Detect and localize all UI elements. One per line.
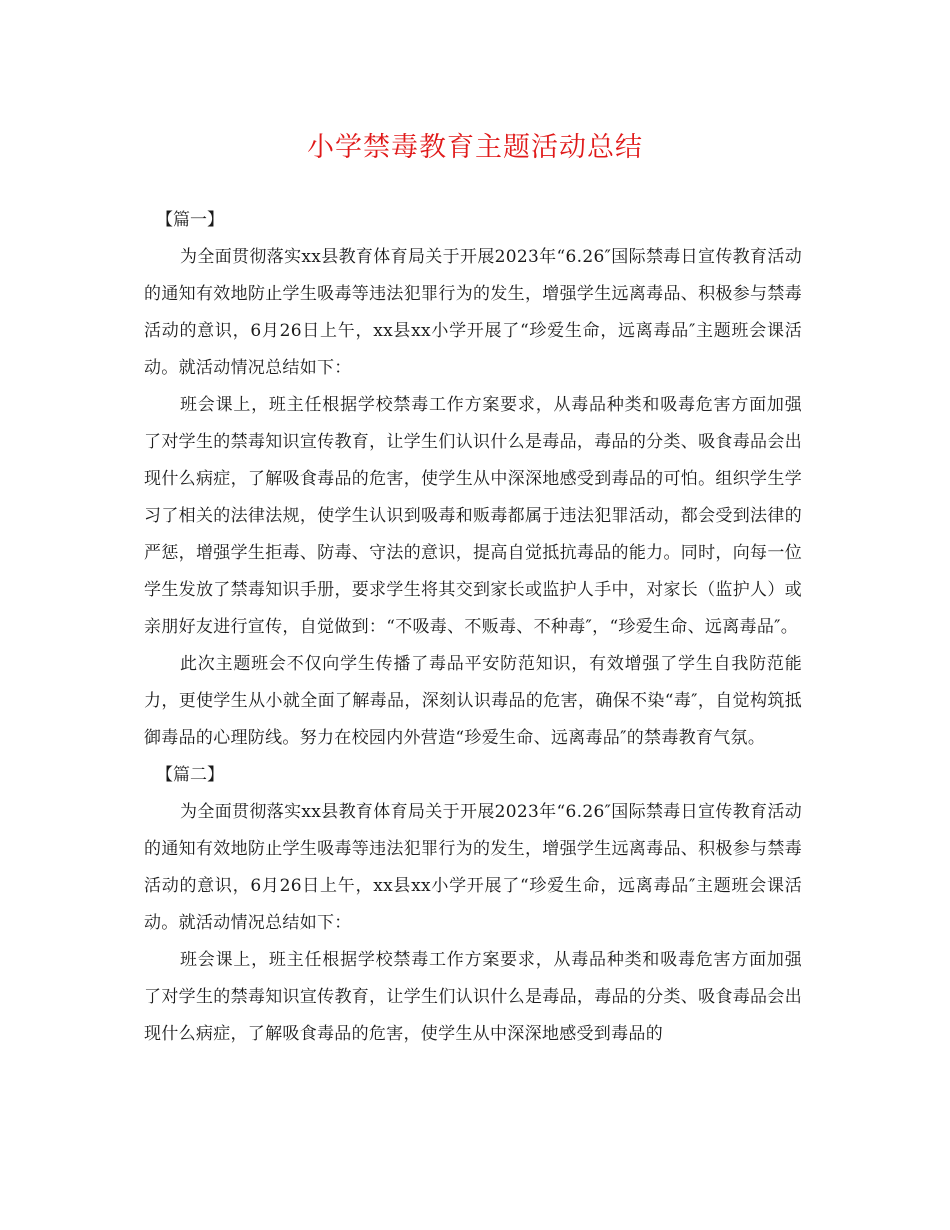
section-label: 【篇一】 [156,210,224,230]
paragraph: 班会课上，班主任根据学校禁毒工作方案要求，从毒品种类和吸毒危害方面加强了对学生的禁毒知识宣传教育，让学生们认识什么是毒品，毒品的分类、吸食毒品会出现什么病症，了解吸食毒品的危害，使学生从中深深地感受到毒品的 [144,950,802,1044]
paragraph: 为全面贯彻落实xx县教育体育局关于开展2023年“6.26″国际禁毒日宣传教育活动的通知有效地防止学生吸毒等违法犯罪行为的发生，增强学生远离毒品、积极参与禁毒活动的意识，6月26日上午，xx县xx小学开展了“珍爱生命，远离毒品″主题班会课活动。就活动情况总结如下： [144,247,802,378]
paragraph: 此次主题班会不仅向学生传播了毒品平安防范知识，有效增强了学生自我防范能力，更使学生从小就全面了解毒品，深刻认识毒品的危害，确保不染“毒″，自觉构筑抵御毒品的心理防线。努力在校园内外营造“珍爱生命、远离毒品″的禁毒教育气氛。 [144,654,802,748]
section-label: 【篇二】 [156,765,224,785]
paragraph: 为全面贯彻落实xx县教育体育局关于开展2023年“6.26″国际禁毒日宣传教育活动的通知有效地防止学生吸毒等违法犯罪行为的发生，增强学生远离毒品、积极参与禁毒活动的意识，6月26日上午，xx县xx小学开展了“珍爱生命，远离毒品″主题班会课活动。就活动情况总结如下： [144,802,802,933]
document-body [144,202,802,1053]
paragraph: 班会课上，班主任根据学校禁毒工作方案要求，从毒品种类和吸毒危害方面加强了对学生的禁毒知识宣传教育，让学生们认识什么是毒品，毒品的分类、吸食毒品会出现什么病症，了解吸食毒品的危害，使学生从中深深地感受到毒品的可怕。组织学生学习了相关的法律法规，使学生认识到吸毒和贩毒都属于违法犯罪活动，都会受到法律的严惩，增强学生拒毒、防毒、守法的意识，提高自觉抵抗毒品的能力。同时，向每一位学生发放了禁毒知识手册，要求学生将其交到家长或监护人手中，对家长（监护人）或亲朋好友进行宣传，自觉做到：“不吸毒、不贩毒、不种毒″，“珍爱生命、远离毒品″。 [144,395,802,637]
document-title: 小学禁毒教育主题活动总结 [307,132,643,163]
